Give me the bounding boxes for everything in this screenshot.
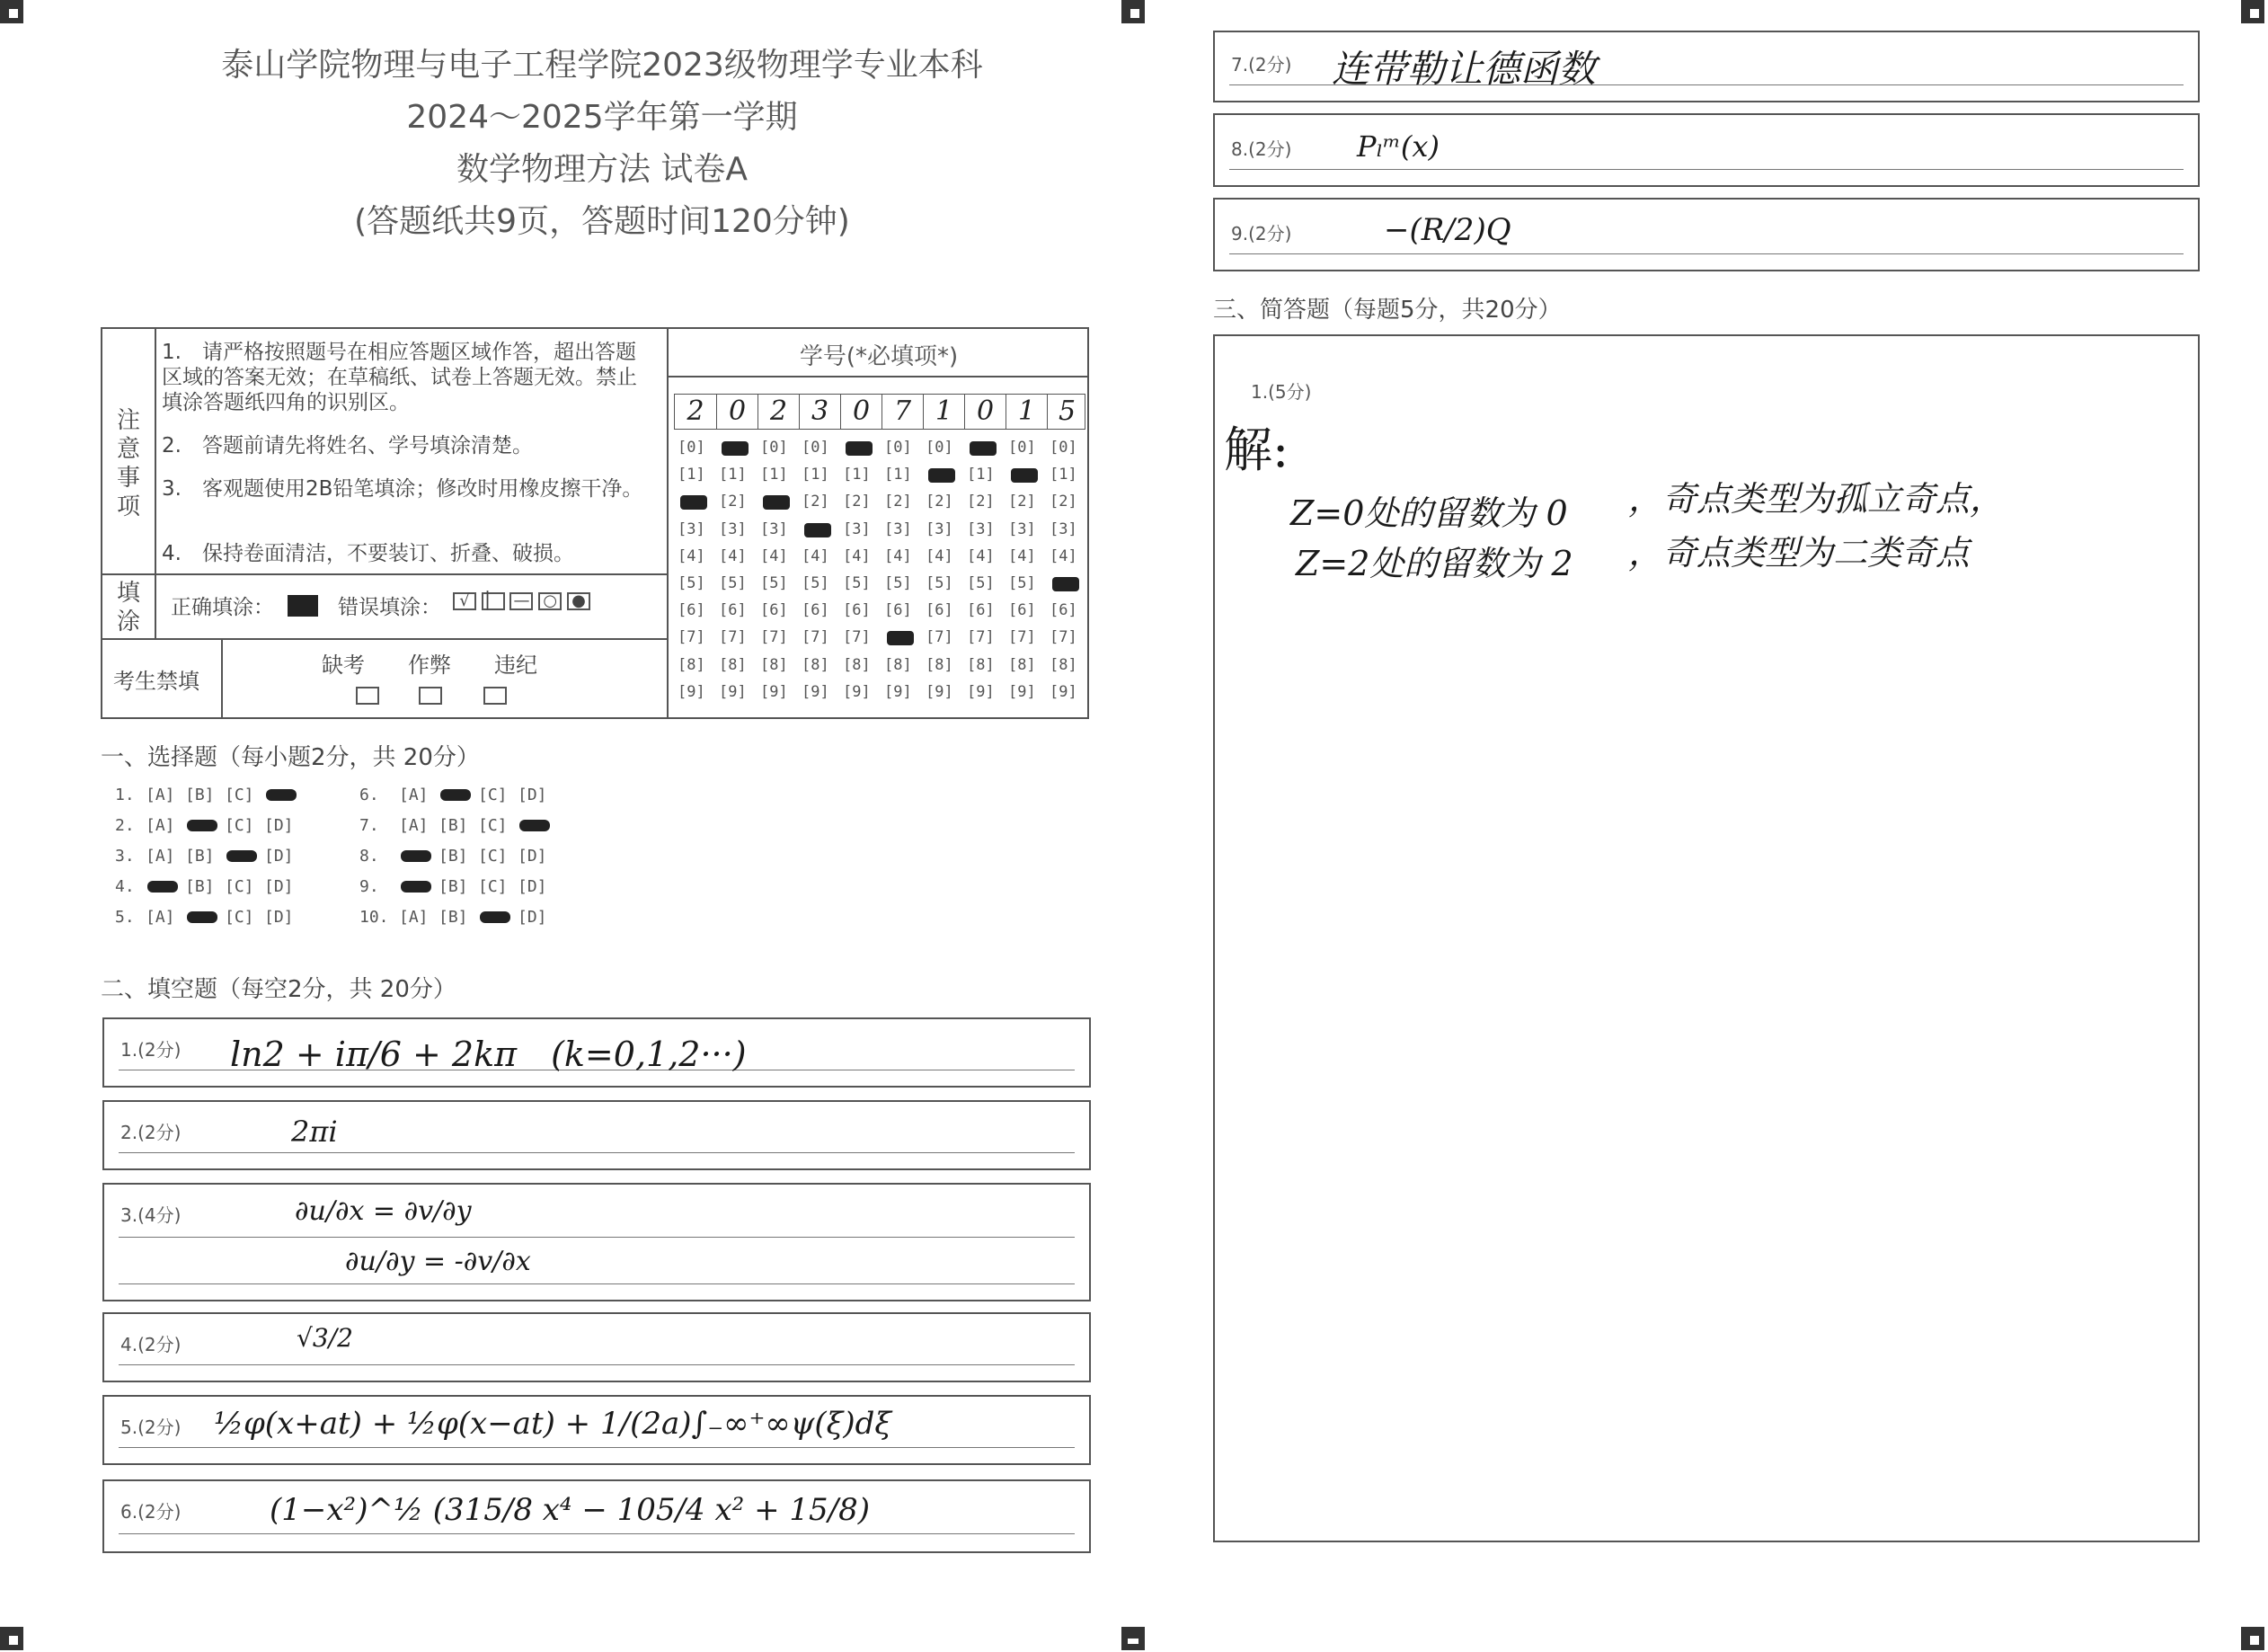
forbid-violation-box [483,687,507,705]
id-bubble[interactable]: [2] [843,493,871,511]
id-bubble[interactable]: [2] [802,493,829,511]
id-bubble[interactable]: [9] [926,682,953,701]
wrong-fill-examples [453,591,590,610]
student-id-bubble-grid [674,435,1087,715]
mc-option[interactable] [518,816,557,835]
forbid-violation-label: 违纪 [494,653,537,678]
id-bubble[interactable]: [3] [719,520,747,538]
short-answer-box-1 [1213,334,2200,1542]
id-bubble[interactable]: [4] [760,546,788,565]
corner-marker-bottom-left [0,1627,23,1650]
fill-answer-label: 6.(2分) [120,1501,182,1523]
mc-option[interactable]: [B] [185,786,215,804]
section3-title: 三、简答题（每题5分，共20分） [1213,297,1562,324]
fill-side-label: 填涂 [116,580,140,635]
mc-option[interactable]: [D] [518,786,547,804]
mc-option[interactable]: [B] [185,877,215,896]
id-bubble[interactable]: [8] [843,655,871,674]
id-bubble[interactable]: [3] [967,520,995,538]
id-bubble[interactable]: [2] [1008,493,1036,511]
student-id-title: 学号(*必填项*) [799,343,959,370]
mc-question [359,816,557,835]
id-bubble[interactable] [884,628,917,648]
id-bubble[interactable]: [9] [719,682,747,701]
notice-item-4: 4. 保持卷面清洁，不要装订、折叠、破损。 [162,542,574,565]
id-bubble[interactable]: [9] [760,682,788,701]
handwritten-answer: ∂u/∂x = ∂v/∂y [295,1195,472,1227]
fill-answer-label: 2.(2分) [120,1122,182,1143]
mc-question [115,908,304,927]
corner-marker-bottom-middle [1121,1627,1145,1650]
exam-title-line3: 数学物理方法 试卷A [456,151,749,188]
id-bubble[interactable]: [2] [926,493,953,511]
corner-marker-top-right [2241,0,2264,23]
exam-title-line1: 泰山学院物理与电子工程学院2023级物理学专业本科 [221,47,983,84]
wrong-mark-dash: — [509,592,533,610]
id-bubble[interactable]: [5] [926,574,953,592]
handwritten-answer: (1−x²)^½ (315/8 x⁴ − 105/4 x² + 15/8) [270,1492,870,1528]
mc-option[interactable]: [B] [439,816,468,835]
id-bubble[interactable]: [3] [760,520,788,538]
id-bubble[interactable]: [1] [1050,466,1077,484]
id-bubble[interactable]: [2] [967,493,995,511]
id-bubble[interactable]: [6] [1050,601,1077,620]
id-bubble[interactable]: [1] [802,466,829,484]
solution-line1-a: Z=0处的留数为 0 [1290,493,1568,533]
id-bubble[interactable]: [2] [719,493,747,511]
fill-answer-4 [102,1312,1091,1382]
id-bubble[interactable] [843,439,875,458]
id-bubble[interactable]: [7] [719,628,747,647]
mc-question [359,786,557,804]
id-bubble[interactable]: [4] [967,546,995,565]
handwritten-answer: Pₗᵐ(x) [1357,129,1440,164]
id-bubble[interactable]: [1] [884,466,912,484]
mc-option[interactable]: [C] [478,816,508,835]
id-bubble[interactable] [926,466,958,485]
mc-option[interactable] [185,908,225,927]
id-bubble[interactable]: [0] [802,439,829,457]
id-bubble[interactable]: [6] [967,601,995,620]
id-bubble[interactable]: [1] [678,466,705,484]
mc-question-number: 7. [359,816,379,835]
section1-title: 一、选择题（每小题2分，共 20分） [101,744,480,771]
mc-question-number: 8. [359,847,379,866]
id-bubble[interactable]: [5] [967,574,995,592]
id-bubble[interactable]: [3] [884,520,912,538]
wrong-fill-label: 错误填涂： [338,596,441,619]
corner-marker-top-left [0,0,23,23]
handwritten-answer-line2: ∂u/∂y = -∂v/∂x [345,1246,531,1277]
id-bubble[interactable]: [7] [843,628,871,647]
id-bubble[interactable]: [3] [843,520,871,538]
fill-answer-label: 5.(2分) [120,1417,182,1438]
id-bubble[interactable]: [6] [1008,601,1036,620]
handwritten-answer: ½φ(x+at) + ½φ(x−at) + 1/(2a)∫₋∞⁺∞ψ(ξ)dξ [214,1406,892,1442]
fill-answer-6 [102,1479,1091,1553]
id-bubble[interactable]: [5] [678,574,705,592]
id-bubble[interactable]: [5] [719,574,747,592]
mc-option[interactable]: [A] [399,816,429,835]
id-bubble[interactable]: [3] [926,520,953,538]
id-bubble[interactable]: [1] [967,466,995,484]
student-id-digit: 2 [687,395,704,427]
id-bubble[interactable]: [9] [884,682,912,701]
fill-answer-label: 7.(2分) [1231,54,1292,75]
id-bubble[interactable] [678,493,710,512]
student-id-digit: 0 [716,395,757,429]
correct-fill-label: 正确填涂： [171,596,274,619]
handwritten-answer: −(R/2)Q [1384,212,1511,248]
id-bubble[interactable]: [8] [967,655,995,674]
id-bubble[interactable]: [4] [843,546,871,565]
notice-side-label: 注意事项 [116,407,140,520]
fill-answer-5 [102,1395,1091,1465]
mc-option[interactable]: [C] [478,847,508,866]
id-bubble[interactable]: [4] [719,546,747,565]
fill-answer-3 [102,1183,1091,1301]
student-id-digit: 0 [964,395,1006,429]
mc-question [115,786,304,804]
fill-answer-label: 1.(2分) [120,1039,182,1061]
id-bubble[interactable]: [5] [760,574,788,592]
id-bubble[interactable]: [9] [967,682,995,701]
mc-question-number: 1. [115,786,135,804]
mc-option[interactable]: [B] [185,847,215,866]
id-bubble[interactable]: [1] [719,466,747,484]
notice-item-1: 1. 请严格按照题号在相应答题区域作答，超出答题区域的答案无效；在草稿纸、试卷上答题无效。禁止填涂答题纸四角的识别区。 [162,341,637,414]
mc-option[interactable]: [A] [399,908,429,927]
id-bubble[interactable]: [4] [926,546,953,565]
id-bubble[interactable]: [3] [678,520,705,538]
mc-option[interactable] [399,877,439,896]
mc-option[interactable]: [C] [225,816,254,835]
id-bubble[interactable]: [8] [719,655,747,674]
id-bubble[interactable]: [4] [678,546,705,565]
mc-option[interactable] [478,908,518,927]
id-bubble[interactable]: [0] [1050,439,1077,457]
mc-question-number: 2. [115,816,135,835]
section2-title: 二、填空题（每空2分，共 20分） [101,976,456,1003]
mc-option[interactable]: [C] [478,877,508,896]
mc-question [359,908,557,927]
id-bubble[interactable]: [3] [1050,520,1077,538]
id-bubble[interactable]: [7] [802,628,829,647]
id-bubble[interactable]: [6] [884,601,912,620]
wrong-mark-dot: ● [567,592,590,610]
id-bubble[interactable]: [6] [760,601,788,620]
id-bubble[interactable]: [8] [760,655,788,674]
mc-option[interactable]: [C] [225,908,254,927]
mc-question [115,877,304,896]
mc-question-number: 9. [359,877,379,896]
id-bubble[interactable]: [7] [1050,628,1077,647]
student-id-digit: 1 [923,395,964,429]
id-bubble[interactable]: [2] [884,493,912,511]
mc-question [115,816,304,835]
id-bubble[interactable]: [9] [843,682,871,701]
id-bubble[interactable]: [6] [719,601,747,620]
handwritten-answer: ln2 + iπ/6 + 2kπ (k=0,1,2···) [230,1035,747,1074]
id-bubble[interactable]: [0] [1008,439,1036,457]
fill-answer-1 [102,1017,1091,1088]
exam-title-line4: (答题纸共9页，答题时间120分钟) [354,203,850,240]
id-bubble[interactable]: [0] [926,439,953,457]
exam-title-line2: 2024～2025学年第一学期 [406,99,798,136]
short-answer-label: 1.(5分) [1251,381,1312,403]
id-bubble[interactable]: [8] [926,655,953,674]
mc-option[interactable]: [D] [264,877,294,896]
id-bubble[interactable]: [7] [678,628,705,647]
id-bubble[interactable]: [5] [843,574,871,592]
fill-answer-label: 8.(2分) [1231,138,1292,160]
student-id-digit: 1 [1006,395,1047,429]
id-bubble[interactable]: [7] [1008,628,1036,647]
wrong-mark-check: √ [453,592,476,610]
id-bubble[interactable]: [8] [1050,655,1077,674]
id-bubble[interactable]: [6] [802,601,829,620]
mc-question-number: 4. [115,877,135,896]
id-bubble[interactable]: [5] [802,574,829,592]
notice-block [101,327,1089,719]
mc-question [115,847,304,866]
id-bubble[interactable]: [0] [884,439,912,457]
mc-option[interactable]: [D] [264,816,294,835]
mc-option[interactable]: [D] [264,847,294,866]
id-bubble[interactable]: [7] [760,628,788,647]
mc-option[interactable]: [D] [264,908,294,927]
id-bubble[interactable]: [5] [1008,574,1036,592]
corner-marker-top-middle [1121,0,1145,23]
mc-option[interactable]: [D] [518,877,547,896]
id-bubble[interactable]: [4] [884,546,912,565]
id-bubble[interactable]: [8] [1008,655,1036,674]
mc-option[interactable]: [A] [146,847,175,866]
forbid-absent-box [356,687,379,705]
id-bubble[interactable]: [9] [1050,682,1077,701]
handwritten-answer: 2πi [291,1115,338,1149]
id-bubble[interactable]: [4] [1050,546,1077,565]
corner-marker-bottom-right [2241,1627,2264,1650]
forbid-label: 考生禁填 [113,669,199,694]
mc-option[interactable]: [C] [478,786,508,804]
id-bubble[interactable]: [0] [760,439,788,457]
id-bubble[interactable] [719,439,751,458]
fill-answer-2 [102,1100,1091,1170]
wrong-mark-circle: ○ [538,592,562,610]
mc-option[interactable]: [A] [146,816,175,835]
id-bubble[interactable]: [9] [1008,682,1036,701]
student-id-digit: 2 [757,395,799,429]
id-bubble[interactable]: [8] [802,655,829,674]
id-bubble[interactable] [1050,574,1082,594]
handwritten-answer: 连带勒让德函数 [1332,47,1597,91]
correct-fill-example [288,595,318,617]
mc-option[interactable]: [A] [399,786,429,804]
id-bubble[interactable]: [9] [678,682,705,701]
forbid-cheat-box [419,687,442,705]
id-bubble[interactable]: [4] [802,546,829,565]
mc-option[interactable]: [D] [518,908,547,927]
fill-answer-label: 3.(4分) [120,1204,182,1226]
mc-question-number: 10. [359,908,389,927]
mc-option[interactable] [264,786,304,804]
id-bubble[interactable]: [6] [926,601,953,620]
forbid-cheat-label: 作弊 [408,653,451,678]
mc-option[interactable]: [A] [146,908,175,927]
id-bubble[interactable]: [9] [802,682,829,701]
solution-heading: 解: [1224,422,1289,478]
forbid-absent-label: 缺考 [322,653,365,678]
fill-answer-label: 9.(2分) [1231,223,1292,244]
mc-option[interactable]: [A] [146,786,175,804]
mc-option[interactable]: [B] [439,908,468,927]
mc-option[interactable] [185,816,225,835]
student-id-digit: 0 [840,395,882,429]
fill-answer-label: 4.(2分) [120,1334,182,1355]
id-bubble[interactable]: [0] [678,439,705,457]
id-bubble[interactable]: [5] [884,574,912,592]
id-bubble[interactable]: [1] [760,466,788,484]
id-bubble[interactable]: [8] [884,655,912,674]
student-id-digit-boxes [674,394,1085,430]
solution-line1-b: ，奇点类型为孤立奇点， [1628,479,2005,519]
id-bubble[interactable]: [4] [1008,546,1036,565]
handwritten-answer: √3/2 [297,1323,353,1353]
mc-option[interactable]: [B] [439,877,468,896]
mc-question-number: 5. [115,908,135,927]
mc-question [359,847,557,866]
mc-option[interactable]: [D] [518,847,547,866]
id-bubble[interactable] [760,493,793,512]
multiple-choice-area [115,786,618,938]
fill-answer-7 [1213,31,2200,102]
mc-option[interactable]: [B] [439,847,468,866]
id-bubble[interactable]: [1] [843,466,871,484]
wrong-mark-bar: ▏ [482,592,505,610]
mc-option[interactable] [146,877,185,896]
mc-option[interactable] [399,847,439,866]
mc-question-number: 6. [359,786,379,804]
student-id-digit: 5 [1047,395,1086,429]
notice-item-3: 3. 客观题使用2B铅笔填涂；修改时用橡皮擦干净。 [162,477,643,501]
solution-line2-b: ，奇点类型为二类奇点 [1628,533,1971,573]
id-bubble[interactable]: [6] [678,601,705,620]
notice-item-2: 2. 答题前请先将姓名、学号填涂清楚。 [162,434,533,457]
mc-option[interactable]: [C] [225,786,254,804]
id-bubble[interactable]: [3] [1008,520,1036,538]
mc-option[interactable] [225,847,264,866]
student-id-digit: 7 [882,395,923,429]
id-bubble[interactable] [802,520,834,540]
id-bubble[interactable]: [7] [926,628,953,647]
id-bubble[interactable] [1008,466,1041,485]
fill-answer-9 [1213,198,2200,271]
id-bubble[interactable] [967,439,999,458]
id-bubble[interactable]: [6] [843,601,871,620]
fill-answer-8 [1213,113,2200,187]
mc-question-number: 3. [115,847,135,866]
id-bubble[interactable]: [8] [678,655,705,674]
id-bubble[interactable]: [7] [967,628,995,647]
solution-line2-a: Z=2处的留数为 2 [1296,544,1573,583]
mc-question [359,877,557,896]
student-id-digit: 3 [799,395,840,429]
id-bubble[interactable]: [2] [1050,493,1077,511]
mc-option[interactable] [439,786,478,804]
mc-option[interactable]: [C] [225,877,254,896]
